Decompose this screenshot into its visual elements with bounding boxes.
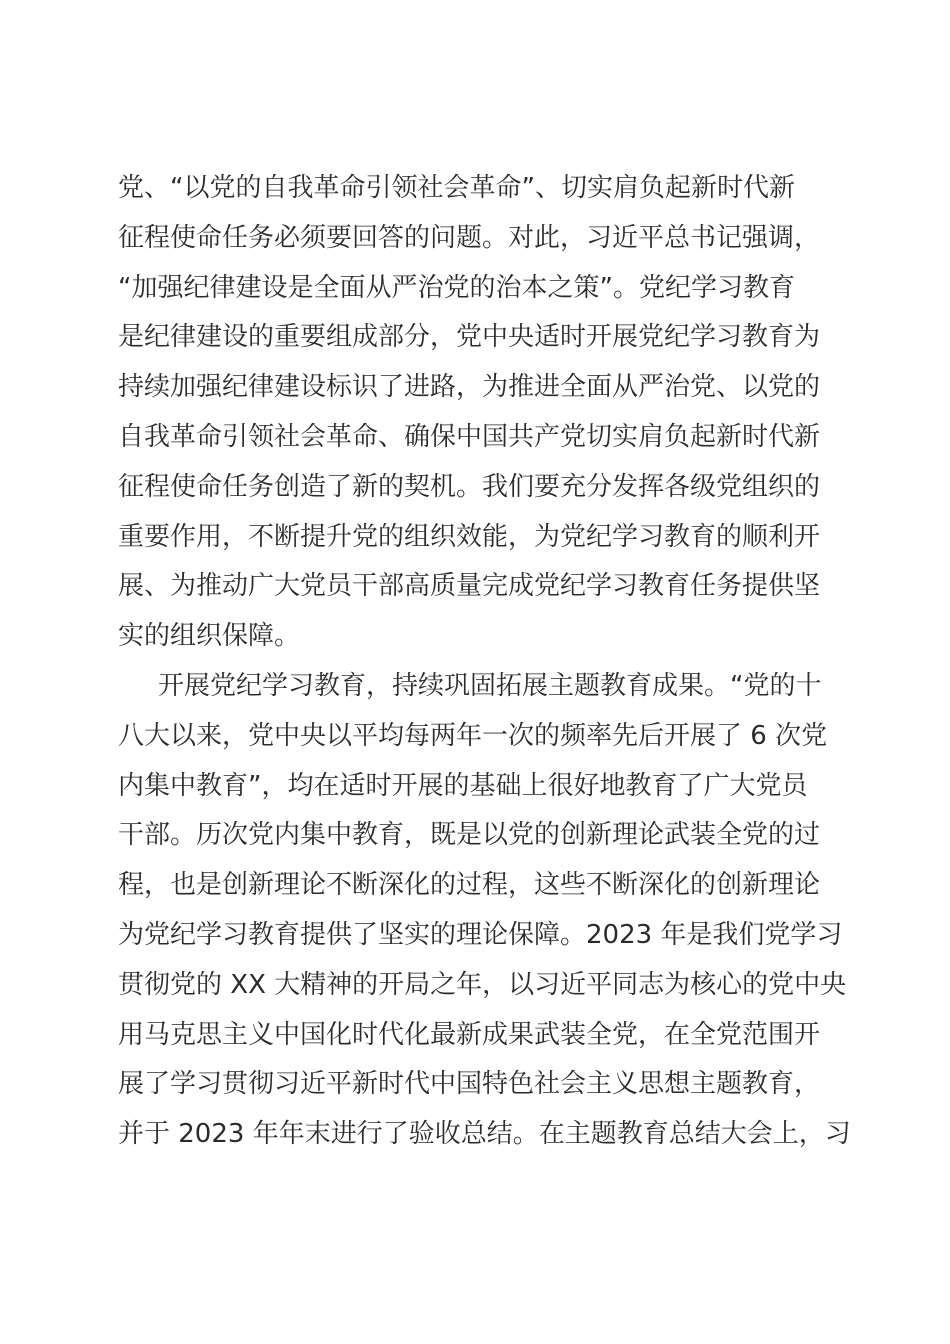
text-line: 是纪律建设的重要组成部分，党中央适时开展党纪学习教育为 bbox=[118, 322, 821, 353]
text-line: 实的组织保障。 bbox=[118, 621, 301, 652]
text-line: 展、为推动广大党员干部高质量完成党纪学习教育任务提供坚 bbox=[118, 571, 821, 602]
text-line: 干部。历次党内集中教育，既是以党的创新理论武装全党的过 bbox=[118, 820, 821, 851]
text-line: 征程使命任务创造了新的契机。我们要充分发挥各级党组织的 bbox=[118, 471, 821, 502]
body-text bbox=[118, 164, 851, 1160]
text-line: 用马克思主义中国化时代化最新成果武装全党，在全党范围开 bbox=[118, 1019, 821, 1050]
text-line: “加强纪律建设是全面从严治党的治本之策”。党纪学习教育 bbox=[118, 272, 795, 303]
text-line: 八大以来，党中央以平均每两年一次的频率先后开展了 6 次党 bbox=[118, 720, 828, 751]
text-line: 重要作用，不断提升党的组织效能，为党纪学习教育的顺利开 bbox=[118, 521, 821, 552]
text-line: 贯彻党的 XX 大精神的开局之年，以习近平同志为核心的党中央 bbox=[118, 969, 847, 1000]
text-line: 为党纪学习教育提供了坚实的理论保障。2023 年是我们党学习 bbox=[118, 919, 843, 950]
text-line: 内集中教育”，均在适时开展的基础上很好地教育了广大党员 bbox=[118, 770, 808, 801]
text-line: 征程使命任务必须要回答的问题。对此，习近平总书记强调， bbox=[118, 222, 821, 253]
paragraph-2 bbox=[118, 662, 851, 1160]
text-line-indented: 开展党纪学习教育，持续巩固拓展主题教育成果。“党的十 bbox=[158, 670, 822, 701]
text-line: 持续加强纪律建设标识了进路，为推进全面从严治党、以党的 bbox=[118, 372, 821, 403]
text-line: 自我革命引领社会革命、确保中国共产党切实肩负起新时代新 bbox=[118, 421, 821, 452]
text-line: 并于 2023 年年末进行了验收总结。在主题教育总结大会上，习 bbox=[118, 1119, 851, 1150]
text-line: 程，也是创新理论不断深化的过程，这些不断深化的创新理论 bbox=[118, 870, 821, 901]
text-line: 党、“以党的自我革命引领社会革命”、切实肩负起新时代新 bbox=[118, 173, 795, 203]
text-line: 展了学习贯彻习近平新时代中国特色社会主义思想主题教育， bbox=[118, 1069, 821, 1100]
paragraph-1 bbox=[118, 164, 834, 662]
